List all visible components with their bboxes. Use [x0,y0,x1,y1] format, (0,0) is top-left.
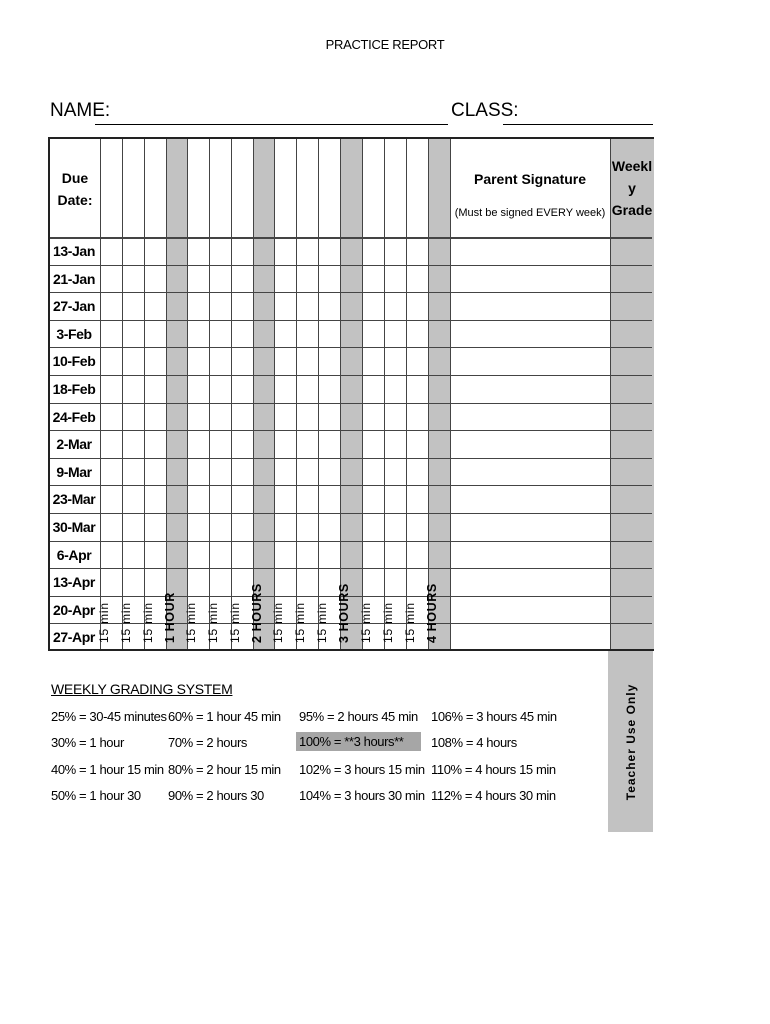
page-title: PRACTICE REPORT [325,37,445,52]
grade-rule: 90% = 2 hours 30 [168,788,264,803]
grade-rule: 50% = 1 hour 30 [51,788,141,803]
grade-rule: 110% = 4 hours 15 min [431,762,556,777]
due-date-cell: 10-Feb [52,353,96,369]
col-header-15min: 15 min [381,602,395,643]
practice-table [48,137,654,651]
due-date-cell: 18-Feb [52,381,96,397]
due-date-cell: 27-Apr [53,629,95,645]
col-header-15min: 15 min [293,602,307,643]
due-date-cell: 6-Apr [56,547,92,563]
col-header-15min: 15 min [184,602,198,643]
grade-rule: 95% = 2 hours 45 min [299,709,418,724]
grade-rule-highlighted: 100% = **3 hours** [296,732,421,751]
weekly-grade-header: Weekl y Grade [611,158,653,218]
due-date-cell: 21-Jan [53,271,95,287]
due-date-cell: 9-Mar [56,464,92,480]
col-header-15min: 15 min [403,602,417,643]
due-date-cell: 24-Feb [52,409,96,425]
grade-rule: 108% = 4 hours [431,735,517,750]
grade-rule: 70% = 2 hours [168,735,247,750]
grade-rule: 25% = 30-45 minutes [51,709,167,724]
col-header-1-hour: 1 HOUR [163,592,177,643]
parent-signature-note: (Must be signed EVERY week) [454,207,606,219]
col-header-15min: 15 min [119,602,133,643]
due-date-cell: 23-Mar [52,491,96,507]
grade-rule: 104% = 3 hours 30 min [299,788,425,803]
teacher-use-only-box [608,651,653,832]
due-date-header: Due Date: [57,170,93,208]
grade-rule: 40% = 1 hour 15 min [51,762,164,777]
name-label: NAME: [50,100,111,121]
col-header-4-hours: 4 HOURS [425,583,439,643]
parent-signature-header: Parent Signature [473,171,587,187]
col-header-15min: 15 min [206,602,220,643]
col-header-2-hours: 2 HOURS [250,583,264,643]
col-header-3-hours: 3 HOURS [337,583,351,643]
grade-rule: 60% = 1 hour 45 min [168,709,281,724]
due-date-cell: 30-Mar [52,519,96,535]
col-header-15min: 15 min [141,602,155,643]
col-header-15min: 15 min [228,602,242,643]
grade-rule: 112% = 4 hours 30 min [431,788,556,803]
due-date-cell: 13-Apr [53,574,95,590]
due-date-cell: 2-Mar [56,436,92,452]
grade-rule: 106% = 3 hours 45 min [431,709,557,724]
col-header-15min: 15 min [359,602,373,643]
teacher-use-only-label: Teacher Use Only [623,683,638,800]
due-date-cell: 27-Jan [53,298,95,314]
name-field-line[interactable] [95,124,448,125]
class-label: CLASS: [451,100,519,121]
class-field-line[interactable] [503,124,653,125]
due-date-cell: 3-Feb [56,326,92,342]
due-date-cell: 20-Apr [53,602,95,618]
grade-rule: 80% = 2 hour 15 min [168,762,281,777]
col-header-15min: 15 min [315,602,329,643]
grading-system-title: WEEKLY GRADING SYSTEM [51,681,233,697]
col-header-15min: 15 min [97,602,111,643]
grade-rule: 30% = 1 hour [51,735,124,750]
due-date-cell: 13-Jan [53,243,95,259]
col-header-15min: 15 min [271,602,285,643]
grade-rule: 102% = 3 hours 15 min [299,762,425,777]
